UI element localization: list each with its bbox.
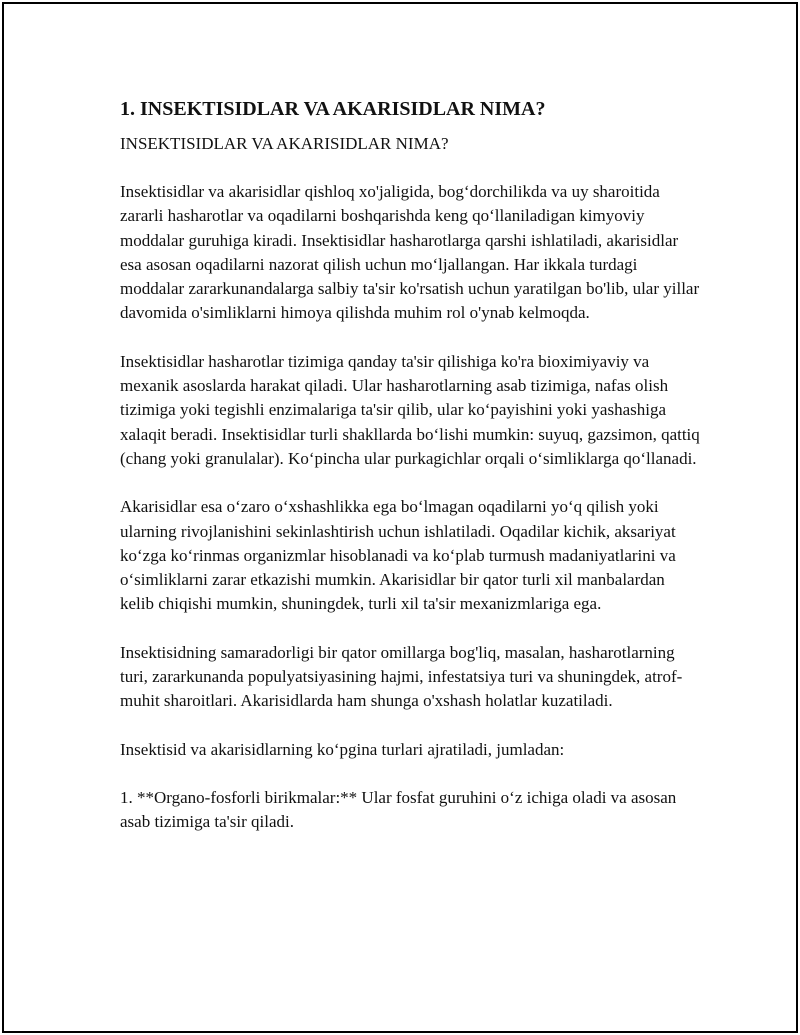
paragraph-effectiveness: Insektisidning samaradorligi bir qator omillarga bog'liq, masalan, hasharotlarning turi, zararkunanda populyatsiyasining hajmi, infestatsiya turi va shuningdek, atrof-muhit sharoitlari. Akarisidlarda ham shunga o'xshash holatlar kuzatiladi. <box>120 642 683 711</box>
list-item-organophosphorus: 1. **Organo-fosforli birikmalar:** Ular fosfat guruhini o‘z ichiga oladi va asosan asab tizimiga ta'sir qiladi. <box>120 787 677 832</box>
document-body <box>120 96 700 859</box>
document-heading: 1. INSEKTISIDLAR VA AKARISIDLAR NIMA? <box>120 98 546 120</box>
paragraph-acaricides: Akarisidlar esa o‘zaro o‘xshashlikka ega bo‘lmagan oqadilarni yo‘q qilish yoki ularning rivojlanishini sekinlashtirish uchun ishlatiladi. Oqadilar kichik, aksariyat ko‘zga ko‘rinmas organizmlar hisoblanadi va ko‘plab turmush madaniyatlarini va o‘simliklarni zarar etkazishi mumkin. Akarisidlar bir qator turli xil manbalardan kelib chiqishi mumkin, shuningdek, turli xil ta'sir mexanizmlariga ega. <box>120 497 676 614</box>
paragraph-insecticides: Insektisidlar hasharotlar tizimiga qanday ta'sir qilishiga ko'ra bioximiyaviy va mexanik asoslarda harakat qiladi. Ular hasharotlarning asab tizimiga, nafas olish tizimiga yoki tegishli enzimalariga ta'sir qilib, ular ko‘payishini yoki yashashiga xalaqit beradi. Insektisidlar turli shakllarda bo‘lishi mumkin: suyuq, gazsimon, qattiq (chang yoki granulalar). Ko‘pincha ular purkagichlar orqali o‘simliklarga qo‘llanadi. <box>120 351 700 468</box>
page-frame <box>2 2 798 1033</box>
document-subheading: INSEKTISIDLAR VA AKARISIDLAR NIMA? <box>120 134 449 153</box>
paragraph-intro: Insektisidlar va akarisidlar qishloq xo'jaligida, bog‘dorchilikda va uy sharoitida zararli hasharotlar va oqadilarni boshqarishda keng qo‘llaniladigan kimyoviy moddalar guruhiga kiradi. Insektisidlar hasharotlarga qarshi ishlatiladi, akarisidlar esa asosan oqadilarni nazorat qilish uchun mo‘ljallangan. Har ikkala turdagi moddalar zararkunandalarga salbiy ta'sir ko'rsatish uchun yaratilgan bo'lib, ular yillar davomida o'simliklarni himoya qilishda muhim rol o'ynab kelmoqda. <box>120 182 700 323</box>
paragraph-types-intro: Insektisid va akarisidlarning ko‘pgina turlari ajratiladi, jumladan: <box>120 739 565 759</box>
